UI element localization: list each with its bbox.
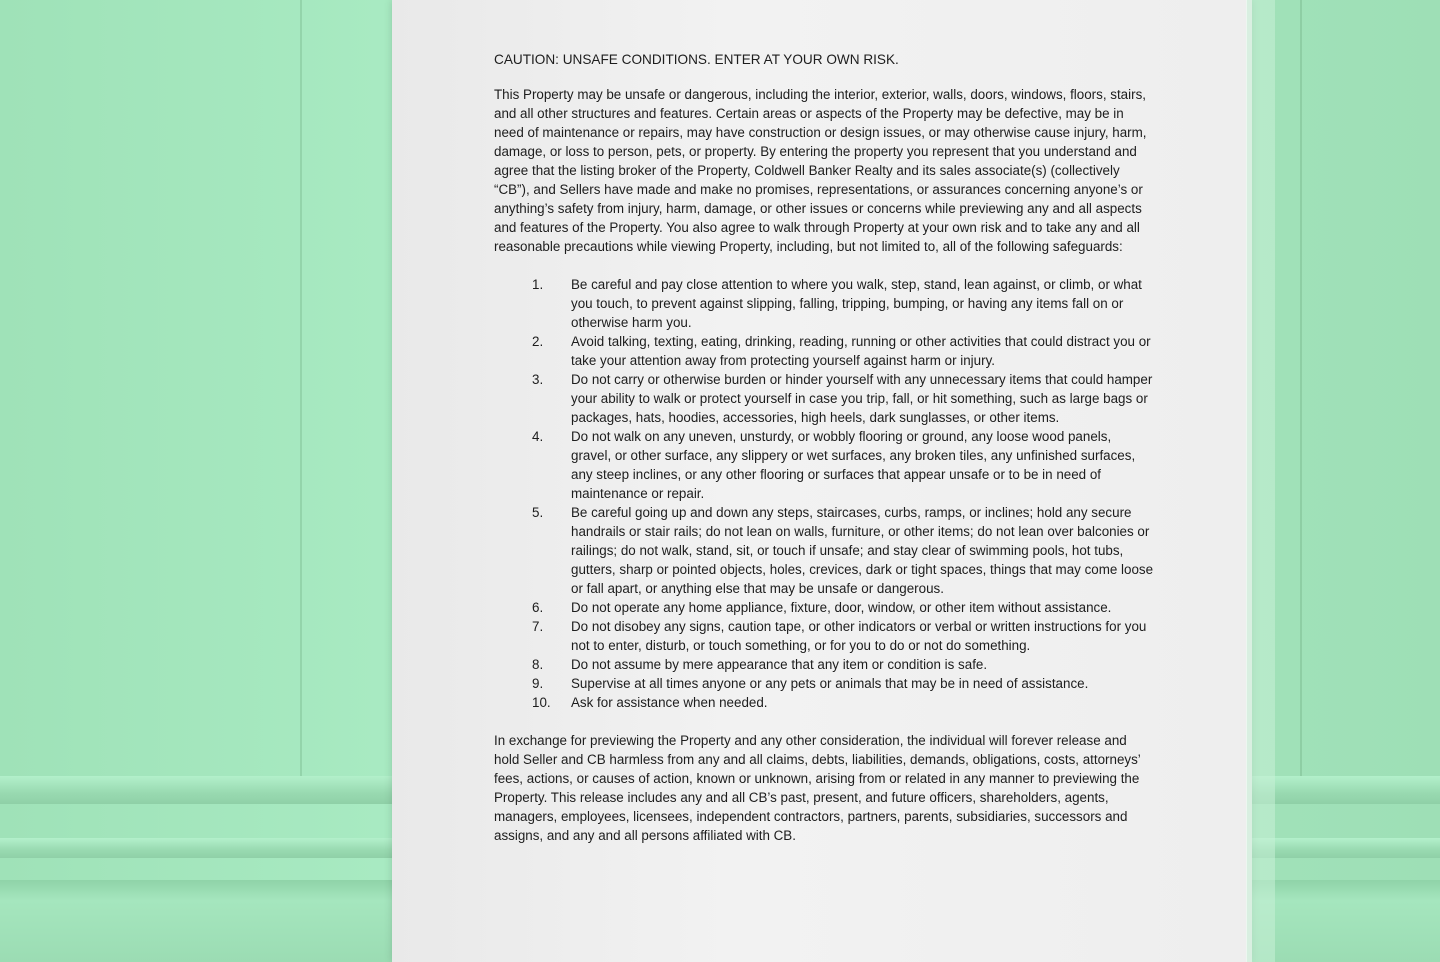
safeguard-text: Ask for assistance when needed. (571, 695, 768, 710)
plastic-sleeve-edge (1246, 0, 1275, 962)
safeguard-item (494, 693, 1154, 712)
safeguard-item (494, 655, 1154, 674)
safeguard-item (494, 674, 1154, 693)
safeguard-text: Do not assume by mere appearance that any item or condition is safe. (571, 657, 988, 672)
safeguard-number: 5. (532, 505, 544, 520)
safeguard-item (494, 598, 1154, 617)
safeguard-item (494, 503, 1154, 598)
wall-panel-seam (1300, 0, 1302, 780)
safeguard-number: 4. (532, 429, 544, 444)
safeguard-list (494, 275, 1154, 712)
safeguard-number: 8. (532, 657, 544, 672)
safeguard-number: 2. (532, 334, 544, 349)
safeguard-number: 1. (532, 277, 544, 292)
safeguard-text: Do not carry or otherwise burden or hinder yourself with any unnecessary items that could hamper your ability to walk or protect yourself in case you trip, fall, or hit something, such as large bags or packages, hats, hoodies, accessories, high heels, dark sunglasses, or other items. (571, 372, 1153, 425)
safeguard-item (494, 427, 1154, 503)
safeguard-number: 3. (532, 372, 544, 387)
safeguard-text: Supervise at all times anyone or any pets or animals that may be in need of assistance. (571, 676, 1089, 691)
notice-intro: This Property may be unsafe or dangerous, including the interior, exterior, walls, doors, windows, floors, stairs, and all other structures and features. Certain areas or aspects of the Property may be defective, may be in need of maintenance or repairs, may have construction or design issues, or may otherwise cause injury, harm, damage, or loss to person, pets, or property. By entering the property you represent that you understand and agree that the listing broker of the Property, Coldwell Banker Realty and its sales associate(s) (collectively “CB”), and Sellers have made and make no promises, representations, or assurances concerning anyone’s or anything’s safety from injury, harm, damage, or other issues or concerns while previewing any and all aspects and features of the Property. You also agree to walk through Property at your own risk and to take any and all reasonable precautions while viewing Property, including, but not limited to, all of the following safeguards: (494, 87, 1147, 254)
safeguard-number: 10. (532, 695, 551, 710)
safeguard-item (494, 332, 1154, 370)
safeguard-text: Be careful and pay close attention to where you walk, step, stand, lean against, or climb, or what you touch, to prevent against slipping, falling, tripping, bumping, or having any items fall on or otherwise harm you. (571, 277, 1142, 330)
safeguard-text: Be careful going up and down any steps, staircases, curbs, ramps, or inclines; hold any secure handrails or stair rails; do not lean on walls, furniture, or other items; do not lean over balconies or railings; do not walk, stand, sit, or touch if unsafe; and stay clear of swimming pools, hot tubs, gutters, sharp or pointed objects, holes, crevices, dark or tight spaces, things that may come loose or fall apart, or anything else that may be unsafe or dangerous. (571, 505, 1154, 596)
wall-panel-seam (300, 0, 302, 780)
safeguard-text: Do not disobey any signs, caution tape, or other indicators or verbal or written instructions for you not to enter, disturb, or touch something, or for you to do or not do something. (571, 619, 1147, 653)
notice-document (494, 50, 1154, 845)
safeguard-text: Do not walk on any uneven, unsturdy, or wobbly flooring or ground, any loose wood panels, gravel, or other surface, any slippery or wet surfaces, any broken tiles, any unfinished surfaces, any steep inclines, or any other flooring or surfaces that appear unsafe or to be in need of maintenance or repair. (571, 429, 1136, 501)
safeguard-text: Avoid talking, texting, eating, drinking, reading, running or other activities that could distract you or take your attention away from protecting yourself against harm or injury. (571, 334, 1151, 368)
safeguard-item (494, 370, 1154, 427)
safeguard-number: 7. (532, 619, 544, 634)
release-paragraph: In exchange for previewing the Property and any other consideration, the individual will forever release and hold Seller and CB harmless from any and all claims, debts, liabilities, demands, obligations, costs, attorneys’ fees, actions, or causes of action, known or unknown, arising from or related in any manner to previewing the Property. This release includes any and all CB’s past, present, and future officers, shareholders, agents, managers, employees, licensees, independent contractors, partners, parents, subsidiaries, successors and assigns, and any and all persons affiliated with CB. (494, 733, 1141, 843)
safeguard-text: Do not operate any home appliance, fixture, door, window, or other item without assistance. (571, 600, 1112, 615)
safeguard-number: 6. (532, 600, 544, 615)
safeguard-item (494, 617, 1154, 655)
safeguard-number: 9. (532, 676, 544, 691)
notice-title: CAUTION: UNSAFE CONDITIONS. ENTER AT YOUR OWN RISK. (494, 52, 899, 67)
safeguard-item (494, 275, 1154, 332)
